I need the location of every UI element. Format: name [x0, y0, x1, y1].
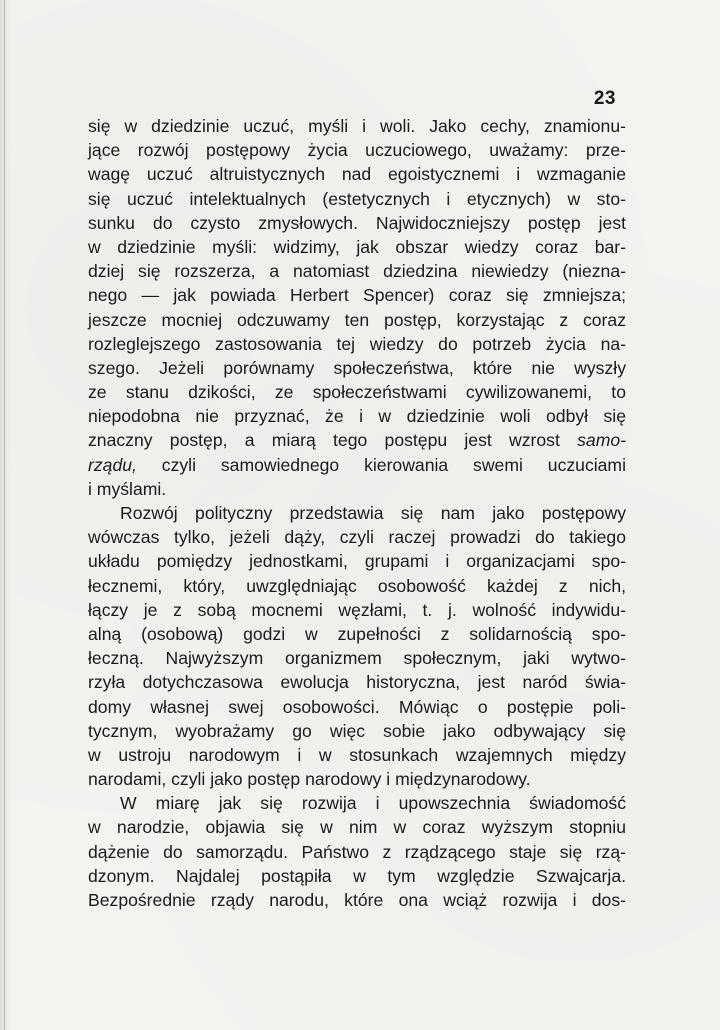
text-line: jeszcze mocniej odczuwamy ten postęp, korzystając z coraz: [88, 309, 626, 330]
text-line: Bezpośrednie rządy narodu, które ona wciąż rozwija i dos-: [88, 890, 626, 910]
text-line: wówczas tylko, jeżeli dąży, czyli raczej prowadzi do takiego: [88, 527, 626, 548]
emphasized-word: rządu,: [88, 454, 137, 475]
text-line: w ustroju narodowym i w stosunkach wzajemnych między: [88, 744, 626, 765]
text-line: dziej się rozszerza, a natomiast dziedzina niewiedzy (niezna-: [88, 261, 626, 282]
text-line: układu pomiędzy jednostkami, grupami i organizacjami spo-: [88, 551, 626, 572]
text-line: w narodzie, objawia się w nim w coraz wyższym stopniu: [88, 817, 626, 838]
text-line: się w dziedzinie uczuć, myśli i woli. Jako cechy, znamionu-: [88, 116, 626, 136]
binding-edge: [0, 0, 12, 1030]
text-line: szego. Jeżeli porównamy społeczeństwa, które nie wyszły: [88, 357, 626, 378]
text-line: narodami, czyli jako postęp narodowy i międzynarodowy.: [88, 769, 531, 790]
binding-line: [4, 0, 5, 1030]
text-line: ze stanu dzikości, ze społeczeństwami cywilizowanemi, to: [88, 382, 626, 403]
text-line: tycznym, wyobrażamy go więc sobie jako odbywający się: [88, 720, 626, 741]
body-text: [88, 114, 626, 912]
text-line: wagę uczuć altruistycznych nad egoistycznemi i wzmaganie: [88, 164, 626, 185]
text-line: niepodobna nie przyznać, że i w dziedzinie woli odbył się: [88, 406, 626, 427]
text-line: sunku do czysto zmysłowych. Najwidoczniejszy postęp jest: [88, 212, 626, 233]
text-line: dążenie do samorządu. Państwo z rządzącego staje się rzą-: [88, 841, 626, 862]
text-line: i myślami.: [88, 478, 167, 499]
text-line: łeczną. Najwyższym organizmem społecznym, jaki wytwo-: [88, 648, 626, 669]
text-line: łecznemi, który, uwzględniając osobowość każdej z nich,: [88, 575, 626, 596]
text-line: [88, 428, 626, 452]
text-line: w dziedzinie myśli: widzimy, jak obszar wiedzy coraz bar-: [88, 236, 626, 257]
emphasized-word: samo-: [577, 430, 627, 451]
text-line: dzonym. Najdalej postąpiła w tym względzie Szwajcarja.: [88, 865, 626, 886]
text-line: alną (osobową) godzi w zupełności z solidarnością spo-: [88, 623, 626, 644]
text-line: nego — jak powiada Herbert Spencer) coraz się zmniejsza;: [88, 285, 626, 306]
text-line: domy własnej swej osobowości. Mówiąc o postępie poli-: [88, 696, 626, 717]
text-line: W miarę jak się rozwija i upowszechnia świadomość: [120, 793, 626, 814]
text-line: [88, 453, 626, 477]
page-number: 23: [593, 88, 616, 109]
text-run: czyli samowiednego kierowania swemi uczuciami: [161, 454, 626, 475]
text-run: znaczny postęp, a miarą tego postępu jest wzrost: [88, 430, 560, 451]
text-line: Rozwój polityczny przedstawia się nam jako postępowy: [120, 503, 626, 523]
text-line: rozleglejszego zastosowania tej wiedzy do potrzeb życia na-: [88, 333, 626, 354]
text-line: się uczuć intelektualnych (estetycznych i etycznych) w sto-: [88, 188, 626, 209]
text-line: jące rozwój postępowy życia uczuciowego, uważamy: prze-: [88, 140, 626, 161]
text-line: rzyła dotychczasowa ewolucja historyczna, jest naród świa-: [88, 672, 626, 693]
text-line: łączy je z sobą mocnemi węzłami, t. j. wolność indywidu-: [88, 599, 626, 620]
